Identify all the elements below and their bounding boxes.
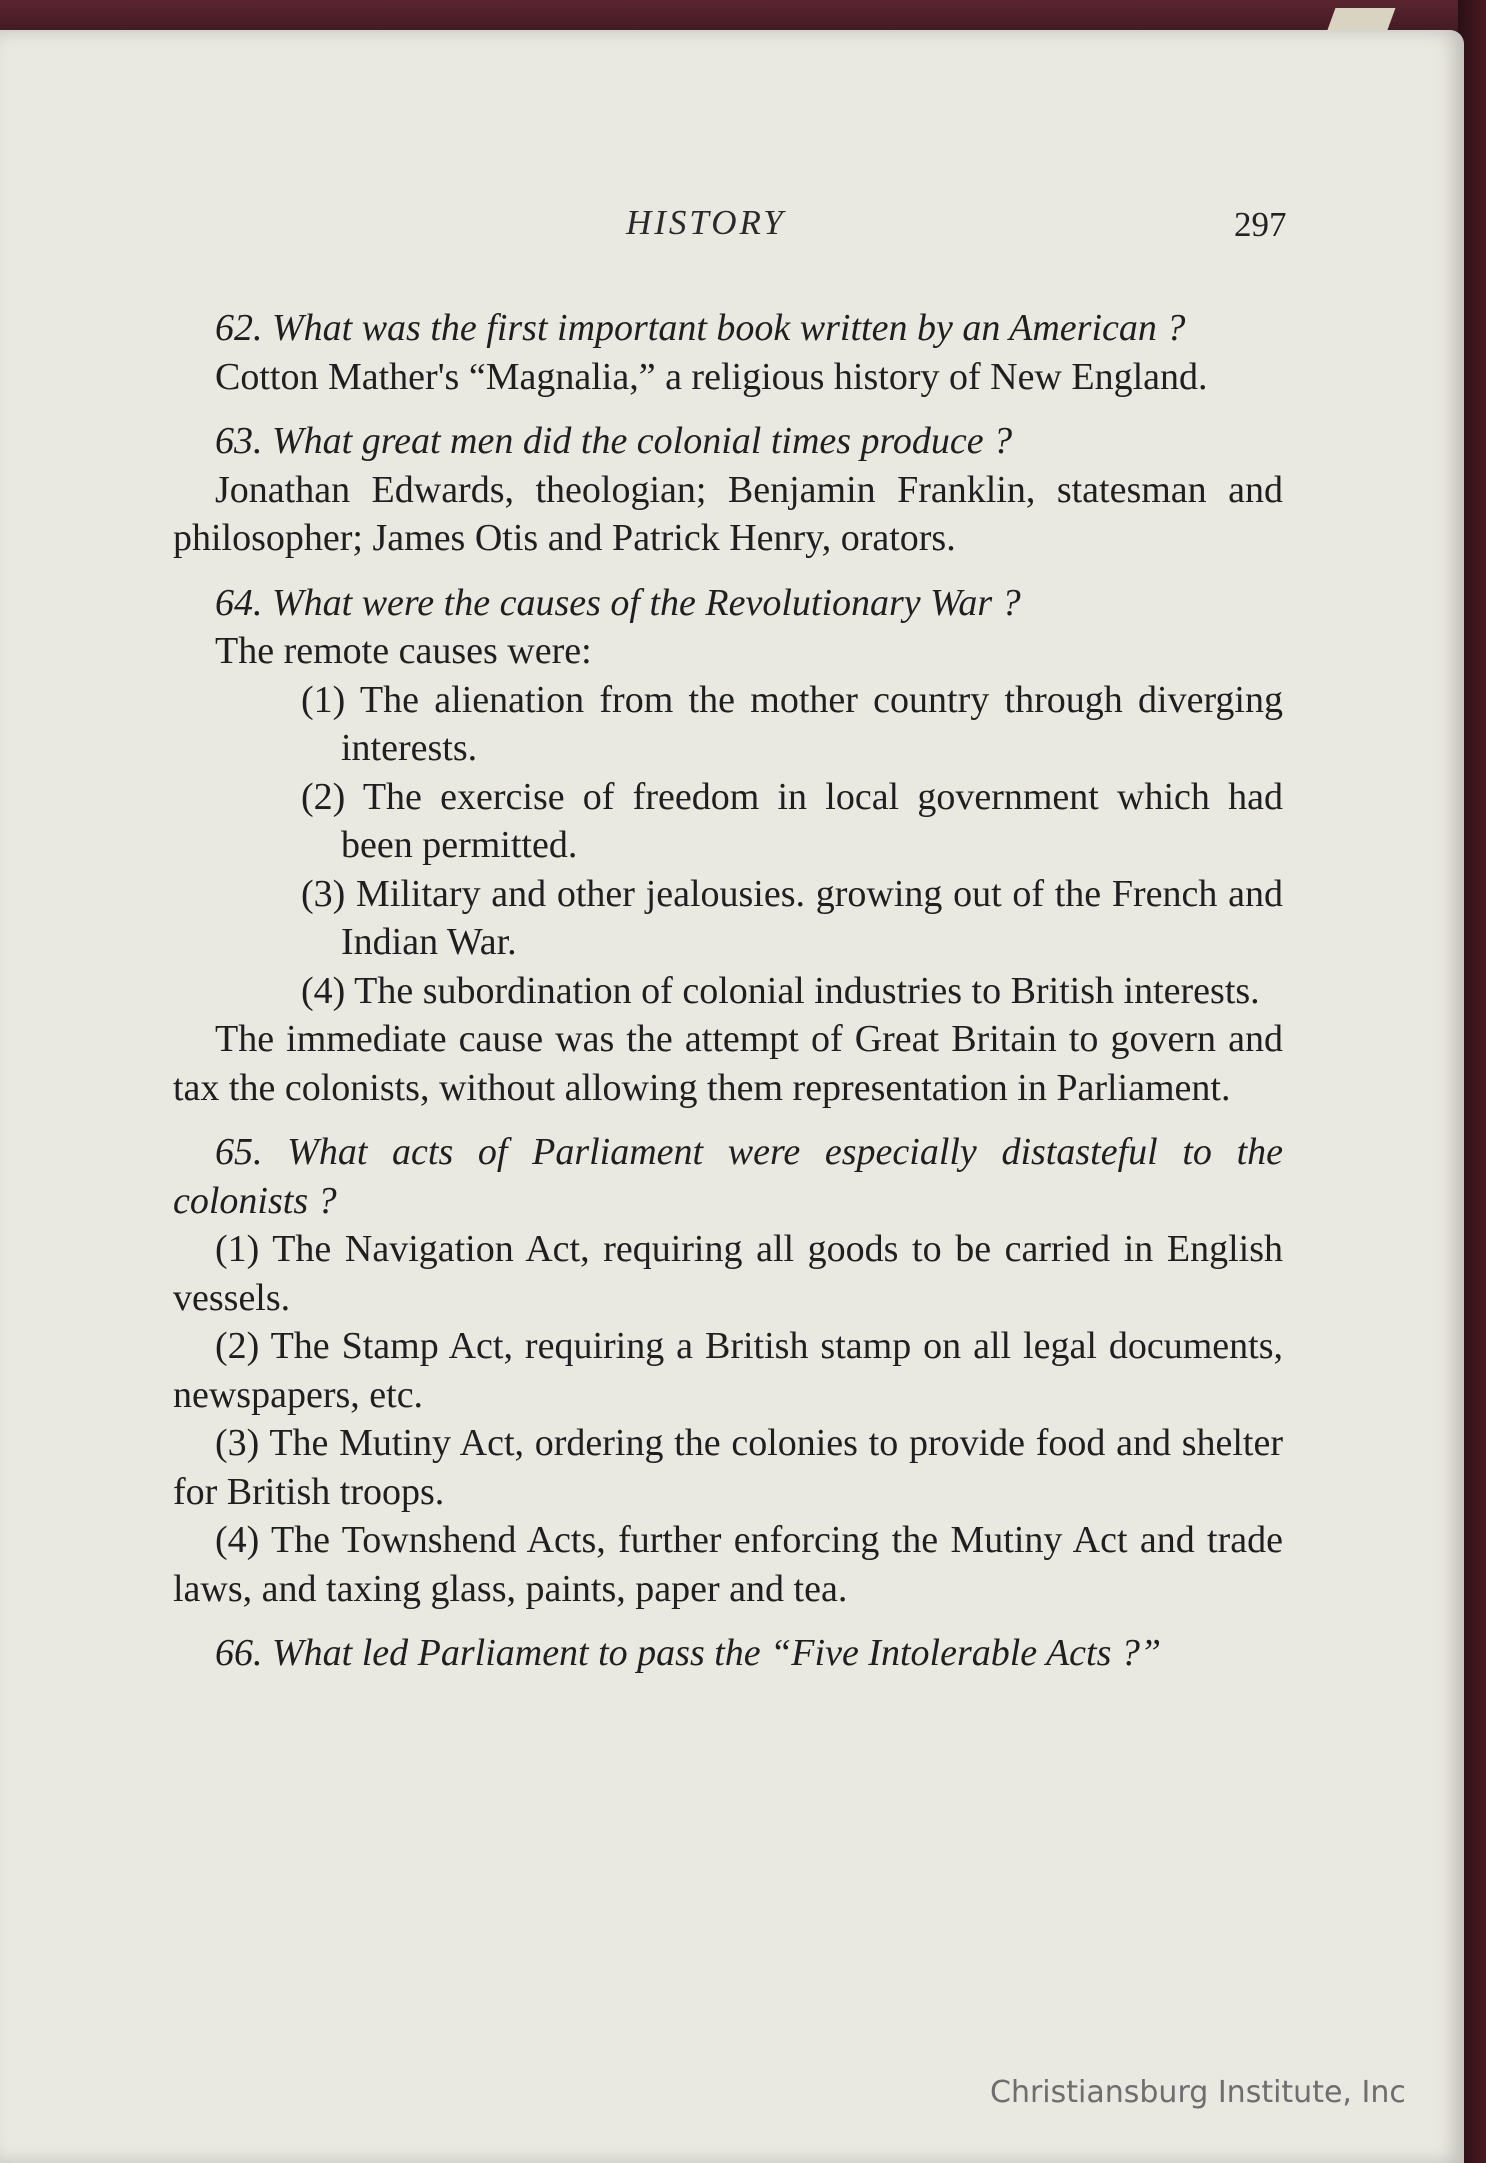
page-header bbox=[0, 193, 1464, 253]
answer-64-intro: The remote causes were: bbox=[215, 630, 592, 672]
question-66: 66. What led Parliament to pass the “Five Intolerable Acts ?” bbox=[215, 1632, 1162, 1674]
act-item: (1) The Navigation Act, requiring all goods to be carried in English vessels. bbox=[173, 1228, 1283, 1319]
page-number: 297 bbox=[1234, 205, 1287, 244]
list-item: (1) The alienation from the mother country through diverging interests. bbox=[301, 678, 1283, 769]
book-page bbox=[0, 30, 1464, 2163]
act-item: (4) The Townshend Acts, further enforcing the Mutiny Act and trade laws, and taxing glass, paints, paper and tea. bbox=[173, 1519, 1283, 1610]
question-65: 65. What acts of Parliament were especially distasteful to the colonists ? bbox=[173, 1131, 1283, 1222]
question-64: 64. What were the causes of the Revolutionary War ? bbox=[215, 581, 1021, 624]
question-63: 63. What great men did the colonial times produce ? bbox=[215, 420, 1013, 462]
watermark: Christiansburg Institute, Inc bbox=[990, 2075, 1406, 2110]
act-item: (3) The Mutiny Act, ordering the colonies to provide food and shelter for British troops. bbox=[173, 1422, 1283, 1513]
answer-63: Jonathan Edwards, theologian; Benjamin Franklin, statesman and philosopher; James Otis and Patrick Henry, orators. bbox=[173, 468, 1283, 559]
answer-62: Cotton Mather's “Magnalia,” a religious history of New England. bbox=[215, 355, 1208, 398]
list-item: (2) The exercise of freedom in local government which had been permitted. bbox=[301, 775, 1283, 866]
list-item: (4) The subordination of colonial industries to British interests. bbox=[301, 969, 1260, 1012]
page-body bbox=[173, 304, 1283, 1678]
answer-64-immediate: The immediate cause was the attempt of Great Britain to govern and tax the colonists, without allowing them representation in Parliament. bbox=[173, 1018, 1283, 1109]
running-head: HISTORY bbox=[626, 203, 786, 242]
remote-causes-list bbox=[173, 676, 1283, 1016]
question-62: 62. What was the first important book written by an American ? bbox=[215, 307, 1186, 349]
list-item: (3) Military and other jealousies. growing out of the French and Indian War. bbox=[301, 872, 1283, 963]
act-item: (2) The Stamp Act, requiring a British stamp on all legal documents, newspapers, etc. bbox=[173, 1325, 1283, 1416]
